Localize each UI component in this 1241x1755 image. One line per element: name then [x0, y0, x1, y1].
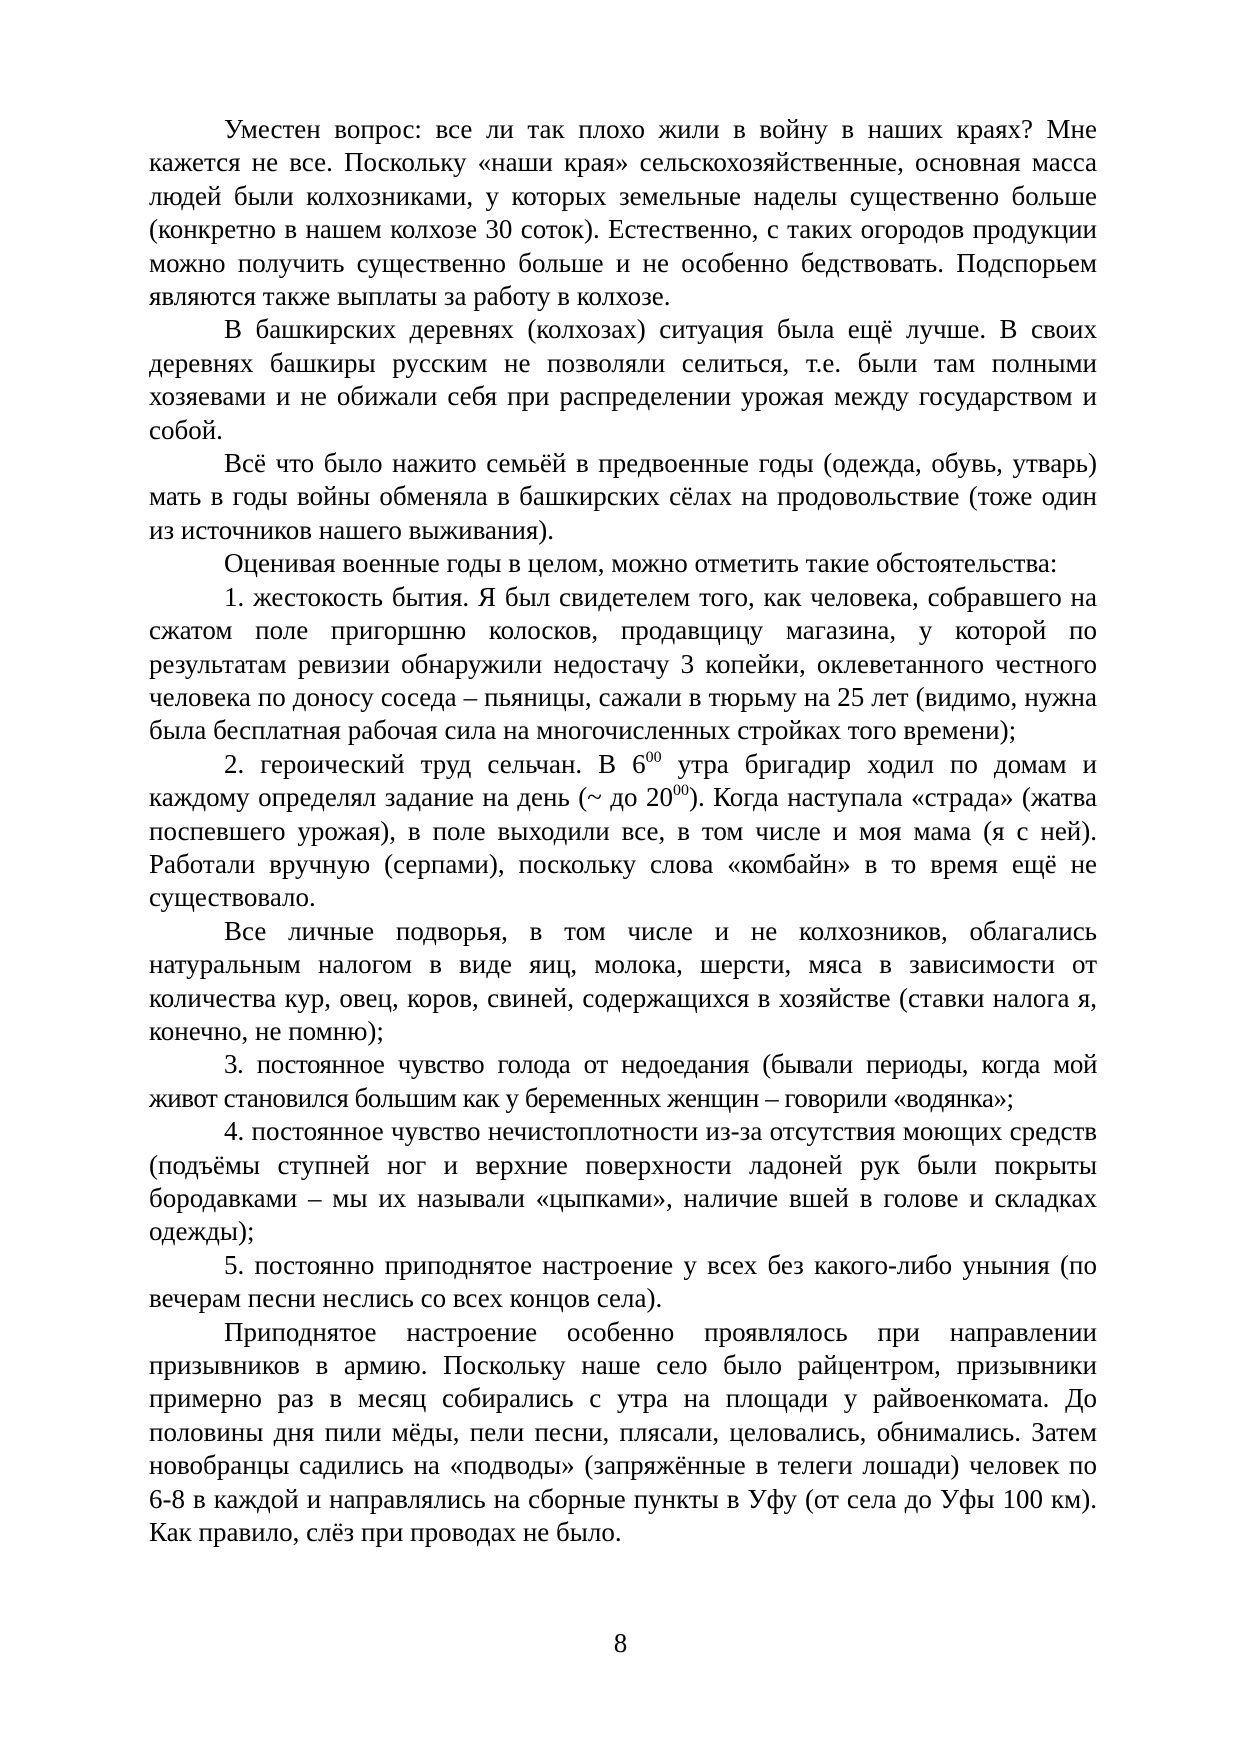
superscript-minutes-start: 00	[645, 748, 662, 766]
paragraph-bashkir-villages: В башкирских деревнях (колхозах) ситуация была ещё лучше. В своих деревнях башкиры русским не позволяли селиться, т.е. были там полными хозяевами и не обижали себя при распределении урожая между государством и собой.	[149, 314, 1097, 445]
paragraph-conscripts: Приподнятое настроение особенно проявлялось при направлении призывников в армию. Поскольку наше село было райцентром, призывники примерно раз в месяц собирались с утра на площади у райвоенкомата. До половины дня пили мёды, пели песни, плясали, целовались, обнимались. Затем новобранцы садились на «подводы» (запряжённые в телеги лошади) человек по 6-8 в каждой и направлялись на сборные пункты в Уфу (от села до Уфы 100 км). Как правило, слёз при проводах не было.	[149, 1316, 1097, 1548]
list-item-heroic-labor	[149, 748, 1097, 915]
list-item-uncleanliness: 4. постоянное чувство нечистоплотности из-за отсутствия моющих средств (подъёмы ступней ног и верхние поверхности ладоней рук были покрыты бородавками – мы их называли «цыпками», наличие вшей в голове и складках одежды);	[149, 1116, 1097, 1247]
list-item-cruelty: 1. жестокость бытия. Я был свидетелем того, как человека, собравшего на сжатом поле пригоршню колосков, продавщицу магазина, у которой по результатам ревизии обнаружили недостачу 3 копейки, оклеветанного честного человека по доносу соседа – пьяницы, сажали в тюрьму на 25 лет (видимо, нужна была бесплатная рабочая сила на многочисленных стройках того времени);	[149, 581, 1097, 746]
superscript-minutes-end: 00	[672, 782, 689, 800]
paragraph-prewar-belongings: Всё что было нажито семьёй в предвоенные годы (одежда, обувь, утварь) мать в годы войны обменяла в башкирских сёлах на продовольствие (тоже один из источников нашего выживания).	[149, 448, 1097, 545]
page-body	[149, 113, 1097, 1549]
paragraph-war-years-summary: Оценивая военные годы в целом, можно отметить такие обстоятельства:	[224, 548, 1058, 579]
heroic-labor-text-part-2: утра бригадир ходил по домам и каждому определял задание на день (~ до 20	[149, 748, 1097, 813]
heroic-labor-text-part-1: 2. героический труд сельчан. В 6	[224, 748, 646, 779]
list-item-hunger: 3. постоянное чувство голода от недоедания (бывали периоды, когда мой живот становился большим как у беременных женщин – говорили «водянка»;	[149, 1049, 1097, 1113]
page-number: 8	[613, 1628, 628, 1658]
list-item-high-spirits: 5. постоянно приподнятое настроение у всех без какого-либо уныния (по вечерам песни неслись со всех концов села).	[149, 1249, 1097, 1314]
paragraph-intro-question: Уместен вопрос: все ли так плохо жили в войну в наших краях? Мне кажется не все. Поскольку «наши края» сельскохозяйственные, основная масса людей были колхозниками, у которых земельные наделы существенно больше (конкретно в нашем колхозе 30 соток). Естественно, с таких огородов продукции можно получить существенно больше и не особенно бедствовать. Подспорьем являются также выплаты за работу в колхозе.	[149, 114, 1097, 312]
paragraph-household-tax: Все личные подворья, в том числе и не колхозников, облагались натуральным налогом в виде яиц, молока, шерсти, мяса в зависимости от количества кур, овец, коров, свиней, содержащихся в хозяйстве (ставки налога я, конечно, не помню);	[149, 915, 1097, 1046]
heroic-labor-text-part-3: ). Когда наступала «страда» (жатва поспевшего урожая), в поле выходили все, в том числе и моя мама (я с ней). Работали вручную (серпами), поскольку слова «комбайн» в то время ещё не существовало.	[149, 782, 1098, 913]
